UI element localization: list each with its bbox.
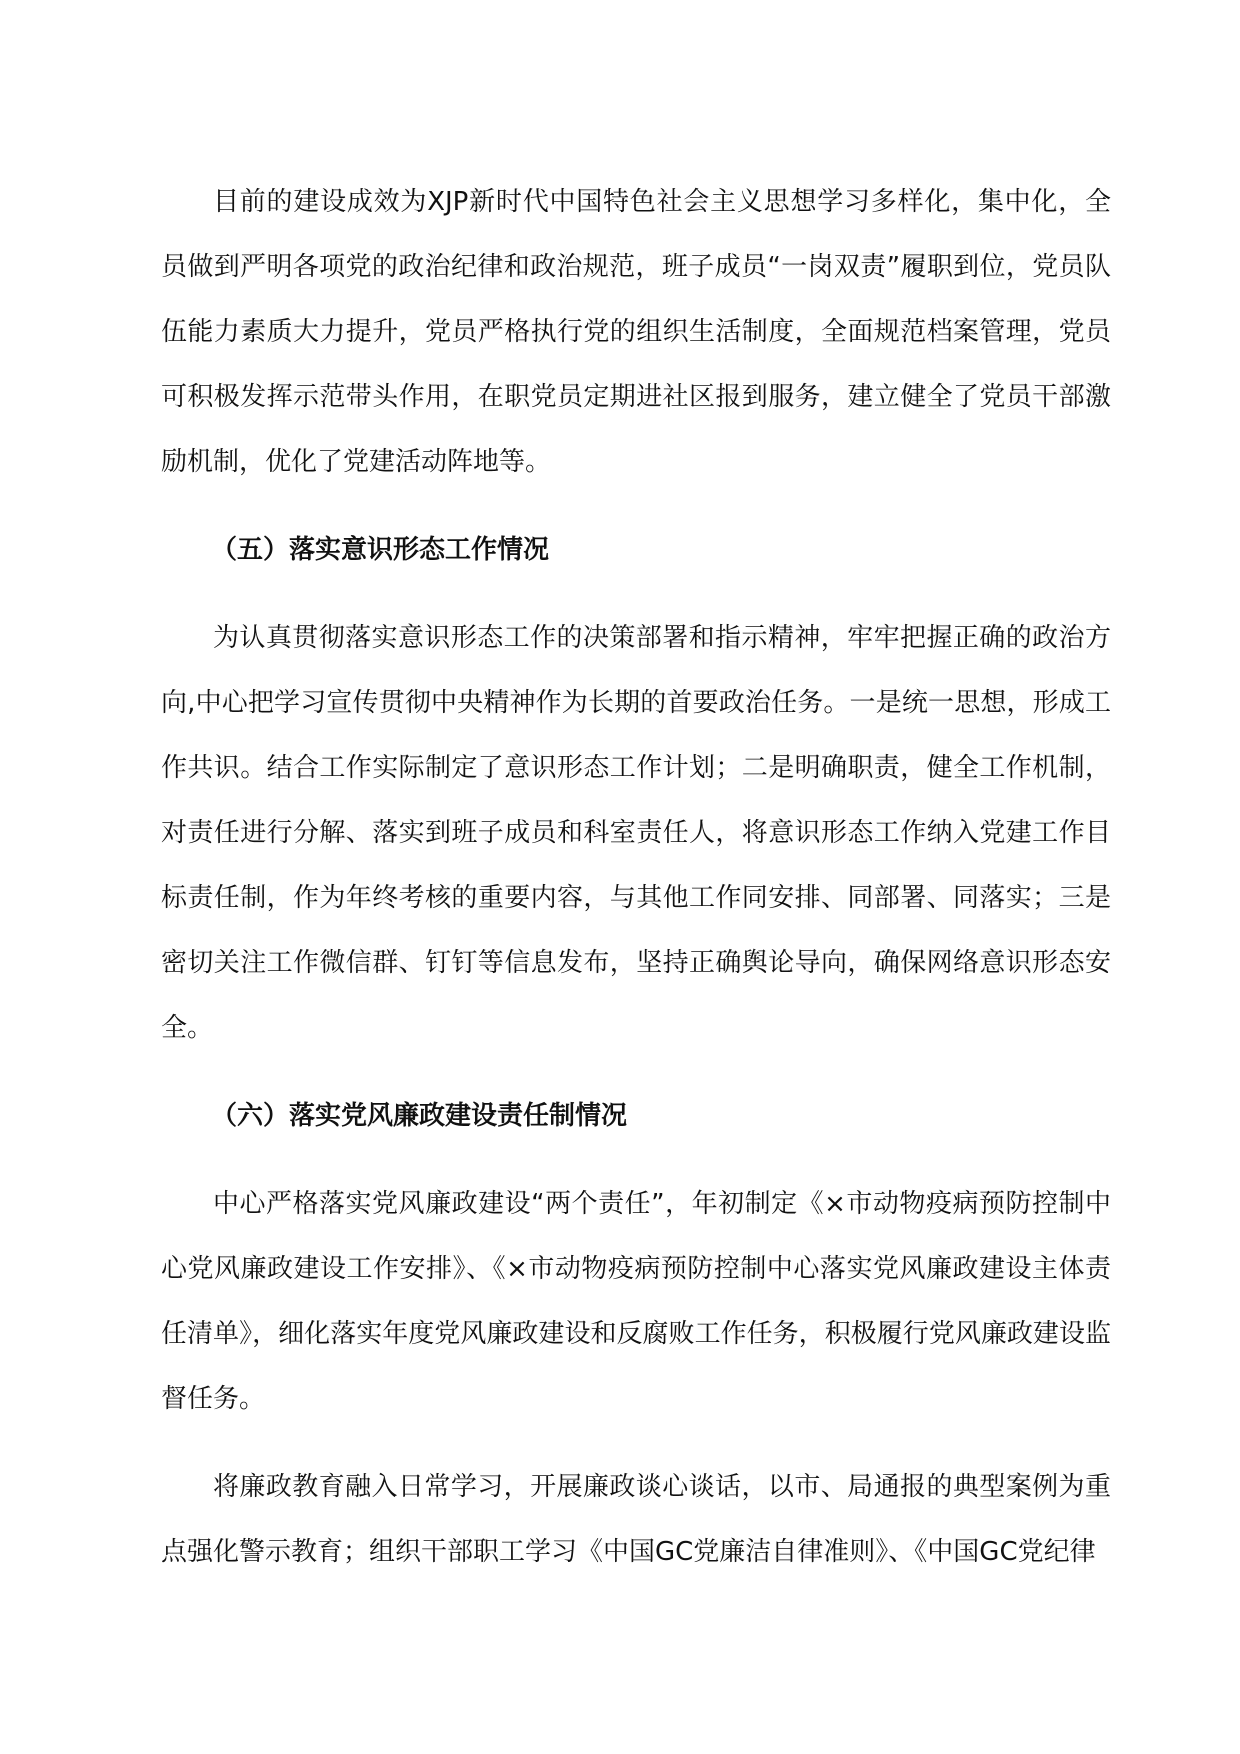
section-heading-ideology: （五）落实意识形态工作情况 [211,535,550,565]
paragraph-integrity-responsibility: 中心严格落实党风廉政建设“两个责任”，年初制定《×市动物疫病预防控制中心党风廉政建设工作安排》、《×市动物疫病预防控制中心落实党风廉政建设主体责任清单》，细化落实年度党风廉政建设和反腐败工作任务，积极履行党风廉政建设监督任务。 [161,1189,1111,1414]
document-body [161,170,1111,1585]
paragraph-integrity-education: 将廉政教育融入日常学习，开展廉政谈心谈话，以市、局通报的典型案例为重点强化警示教育；组织干部职工学习《中国GC党廉洁自律准则》、《中国GC党纪律 [161,1472,1111,1567]
section-heading-integrity: （六）落实党风廉政建设责任制情况 [211,1101,628,1131]
paragraph-achievements: 目前的建设成效为XJP新时代中国特色社会主义思想学习多样化，集中化，全员做到严明各项党的政治纪律和政治规范，班子成员“一岗双责”履职到位，党员队伍能力素质大力提升，党员严格执行党的组织生活制度，全面规范档案管理，党员可积极发挥示范带头作用，在职党员定期进社区报到服务，建立健全了党员干部激励机制，优化了党建活动阵地等。 [161,187,1111,477]
paragraph-ideology-work: 为认真贯彻落实意识形态工作的决策部署和指示精神，牢牢把握正确的政治方向,中心把学习宣传贯彻中央精神作为长期的首要政治任务。一是统一思想，形成工作共识。结合工作实际制定了意识形态工作计划；二是明确职责，健全工作机制，对责任进行分解、落实到班子成员和科室责任人，将意识形态工作纳入党建工作目标责任制，作为年终考核的重要内容，与其他工作同安排、同部署、同落实；三是密切关注工作微信群、钉钉等信息发布，坚持正确舆论导向，确保网络意识形态安全。 [161,623,1111,1043]
